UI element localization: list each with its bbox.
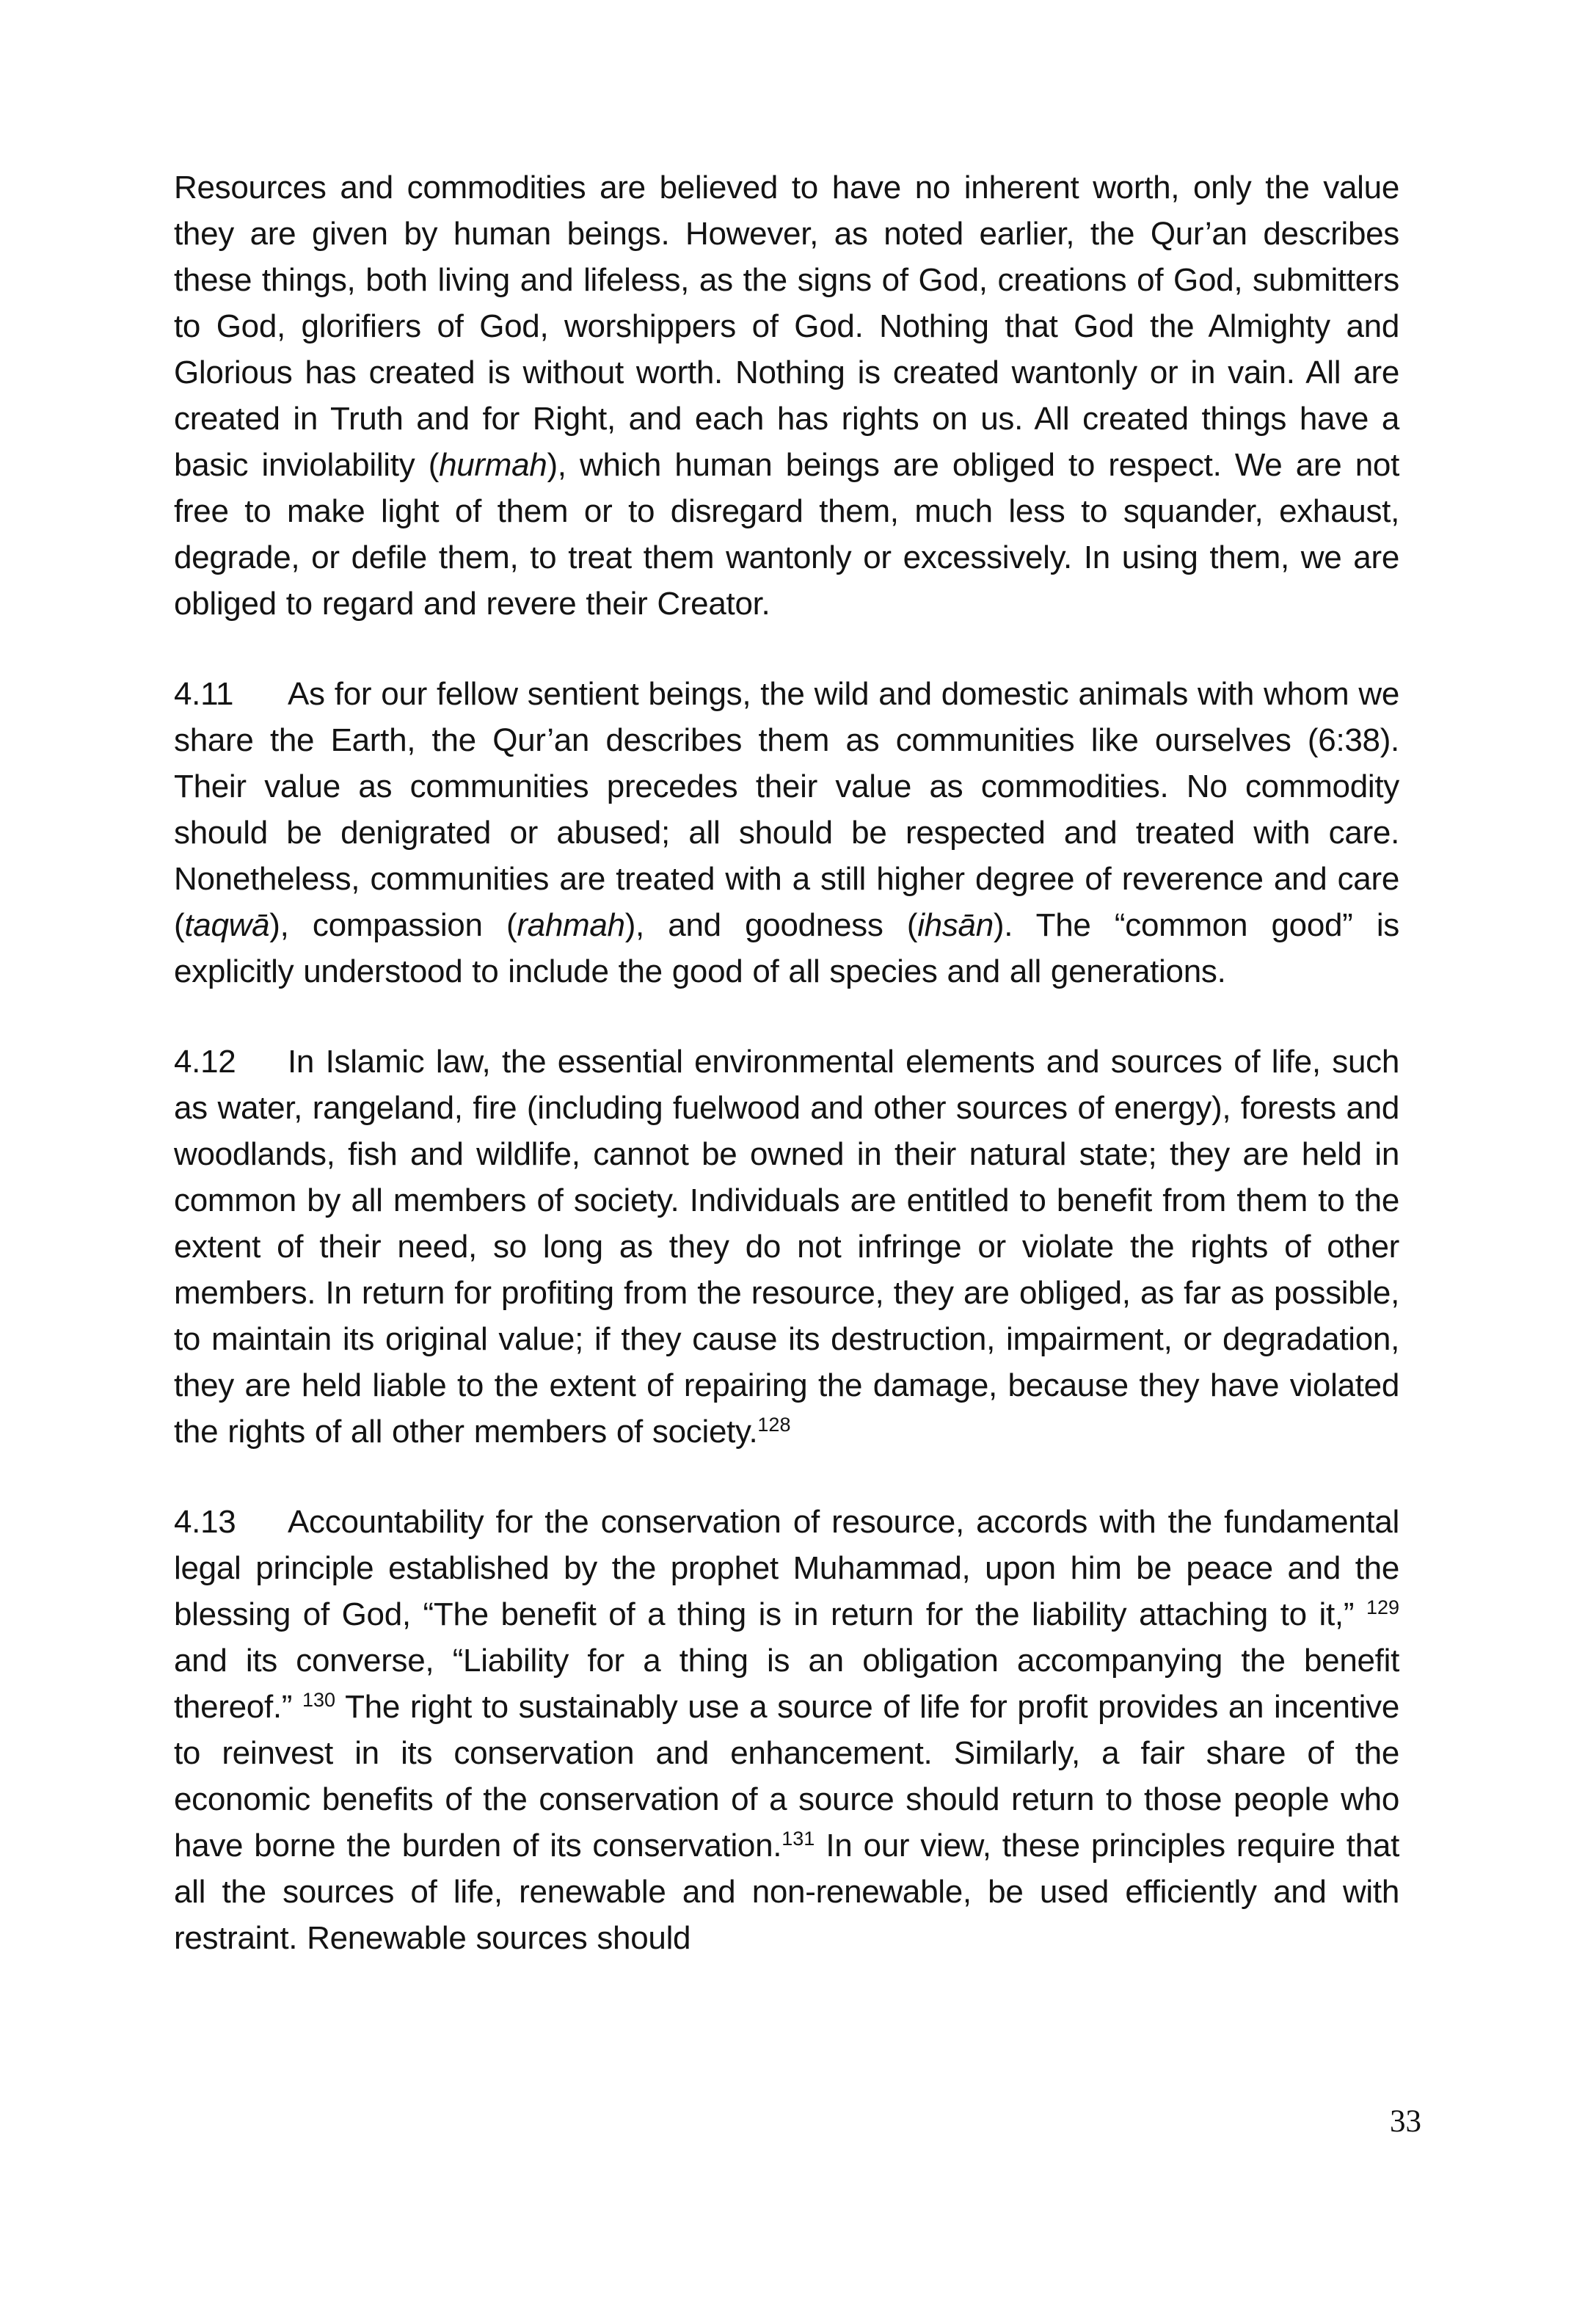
- footnote-reference: 130: [302, 1689, 336, 1711]
- section-number: 4.11: [174, 676, 234, 712]
- text-run: ), compassion (: [269, 907, 517, 943]
- text-run: ). The “common good” is explicitly understood to include the good of all species and all generations.: [174, 907, 1399, 989]
- text-run: In Islamic law, the essential environmental elements and sources of life, such as water, rangeland, fire (including fuelwood and other sources of energy), forests and woodlands, fish and wildlife, cannot be owned in their natural state; they are held in common by all members of society. Individuals are entitled to benefit from them to the extent of their need, so long as they do not infringe or violate the rights of other members. In return for profiting from the resource, they are obliged, as far as possible, to maintain its original value; if they cause its destruction, impairment, or degradation, they are held liable to the extent of repairing the damage, because they have violated the rights of all other members of society.: [174, 1044, 1399, 1450]
- page-number: 33: [1390, 2104, 1421, 2139]
- text-run: and its converse, “Liability for a thing is an obligation accompanying the benefit thereof.”: [174, 1643, 1399, 1725]
- text-run: In our view, these principles require that all the sources of life, renewable and non-renewable, be used efficiently and with restraint. Renewable sources should: [174, 1828, 1399, 1956]
- text-run: ihsān: [917, 907, 994, 943]
- body-text: [174, 164, 1399, 2005]
- text-run: taqwā: [184, 907, 270, 943]
- text-run: The right to sustainably use a source of life for profit provides an incentive to reinvest in its conservation and enhancement. Similarly, a fair share of the economic benefits of the conservation of a source should return to those people who have borne the burden of its conservation.: [174, 1689, 1399, 1864]
- paragraph: [174, 164, 1399, 627]
- text-run: Accountability for the conservation of resource, accords with the fundamental legal principle established by the prophet Muhammad, upon him be peace and the blessing of God, “The benefit of a thing is in return for the liability attaching to it,”: [174, 1504, 1399, 1632]
- footnote-reference: 128: [757, 1414, 791, 1436]
- text-run: ), and goodness (: [624, 907, 918, 943]
- text-run: As for our fellow sentient beings, the wild and domestic animals with whom we share the Earth, the Qur’an describes them as communities like ourselves (6:38). Their value as communities precedes their value as commodities. No commodity should be denigrated or abused; all should be respected and treated with care. Nonetheless, communities are treated with a still higher degree of reverence and care (: [174, 676, 1399, 943]
- text-run: hurmah: [439, 447, 547, 483]
- footnote-reference: 131: [781, 1828, 815, 1850]
- paragraph: [174, 1039, 1399, 1455]
- paragraph: [174, 1499, 1399, 1961]
- text-run: ), which human beings are obliged to respect. We are not free to make light of them or to disregard them, much less to squander, exhaust, degrade, or defile them, to treat them wantonly or excessively. In using them, we are obliged to regard and revere their Creator.: [174, 447, 1400, 622]
- section-number: 4.13: [174, 1504, 236, 1540]
- text-run: Resources and commodities are believed to have no inherent worth, only the value they are given by human beings. However, as noted earlier, the Qur’an describes these things, both living and lifeless, as the signs of God, creations of God, submitters to God, glorifiers of God, worshippers of God. Nothing that God the Almighty and Glorious has created is without worth. Nothing is created wantonly or in vain. All are created in Truth and for Right, and each has rights on us. All created things have a basic inviolability (: [174, 170, 1399, 483]
- footnote-reference: 129: [1366, 1596, 1399, 1618]
- section-number: 4.12: [174, 1044, 236, 1080]
- text-run: rahmah: [517, 907, 625, 943]
- paragraph: [174, 671, 1399, 995]
